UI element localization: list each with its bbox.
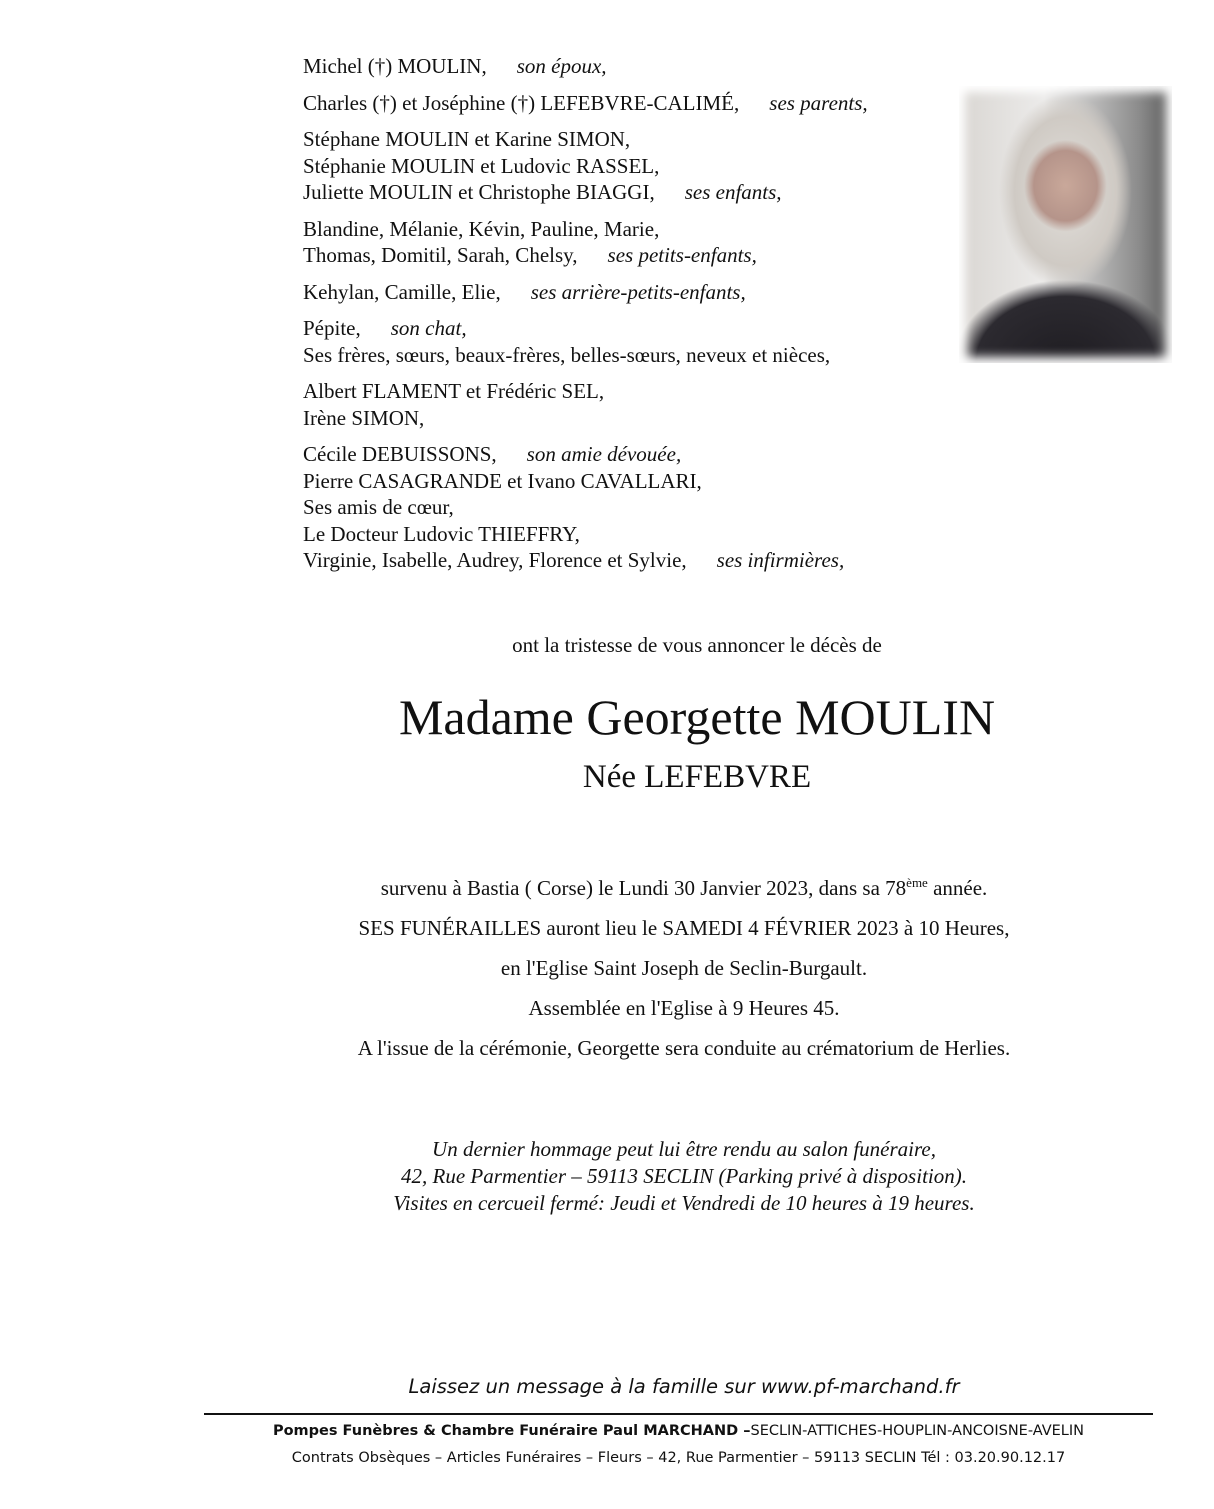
family-line: Pépite, son chat,: [303, 316, 467, 340]
ceremony-note: A l'issue de la cérémonie, Georgette sera conduite au crématorium de Herlies.: [357, 1036, 1011, 1060]
family-line: Le Docteur Ludovic THIEFFRY,: [303, 521, 580, 546]
family-line: Juliette MOULIN et Christophe BIAGGI, ses enfants,: [303, 180, 782, 204]
family-line: Ses amis de cœur,: [303, 495, 454, 519]
tribute-line: Visites en cercueil fermé: Jeudi et Vendredi de 10 heures à 19 heures.: [393, 1191, 975, 1215]
family-line: Albert FLAMENT et Frédéric SEL,: [303, 379, 605, 403]
family-line: Charles (†) et Joséphine (†) LEFEBVRE-CALIMÉ, ses parents,: [303, 90, 868, 115]
family-line: Michel (†) MOULIN, son époux,: [303, 54, 607, 78]
funeral-date: SES FUNÉRAILLES auront lieu le SAMEDI 4 FÉVRIER 2023 à 10 Heures,: [358, 916, 1010, 940]
family-line: Thomas, Domitil, Sarah, Chelsy, ses petits-enfants,: [303, 243, 757, 267]
family-line: Ses frères, sœurs, beaux-frères, belles-sœurs, neveux et nièces,: [303, 342, 831, 367]
relation-label: ses petits-enfants,: [607, 243, 757, 267]
death-notice: survenu à Bastia ( Corse) le Lundi 30 Janvier 2023, dans sa 78ème année.: [380, 875, 988, 900]
relation-label: ses infirmières,: [716, 548, 845, 572]
family-group-pet-siblings: [303, 315, 943, 368]
portrait-photo: [959, 86, 1172, 363]
family-line: Virginie, Isabelle, Audrey, Florence et Sylvie, ses infirmières,: [303, 548, 845, 572]
relation-label: son chat,: [390, 316, 467, 340]
family-line: Irène SIMON,: [303, 405, 425, 430]
relation-label: ses parents,: [769, 90, 868, 115]
relation-label: ses enfants,: [684, 180, 782, 204]
family-line: Kehylan, Camille, Elie, ses arrière-petits-enfants,: [303, 279, 746, 304]
family-group-parents: [303, 90, 943, 117]
family-group-children: [303, 126, 943, 206]
family-line: Pierre CASAGRANDE et Ivano CAVALLARI,: [303, 468, 702, 493]
funeral-details: [0, 868, 1214, 1068]
family-group-friends: [303, 441, 943, 574]
relation-label: son amie dévouée,: [526, 442, 682, 466]
family-line: Stéphane MOULIN et Karine SIMON,: [303, 127, 631, 151]
family-group-spouse: [303, 53, 943, 80]
footer-contact: Contrats Obsèques – Articles Funéraires – Fleurs – 42, Rue Parmentier – 59113 SECLIN Tél : 03.20.90.12.17: [291, 1450, 1066, 1466]
family-line: Stéphanie MOULIN et Ludovic RASSEL,: [303, 153, 660, 178]
tribute-info: [0, 1136, 1214, 1217]
family-group-relatives: [303, 378, 943, 431]
family-line: Cécile DEBUISSONS, son amie dévouée,: [303, 442, 682, 466]
footer-company: Pompes Funèbres & Chambre Funéraire Paul MARCHAND –SECLIN-ATTICHES-HOUPLIN-ANCOISNE-AVELIN: [272, 1423, 1085, 1439]
message-link[interactable]: Laissez un message à la famille sur www.pf-marchand.fr: [408, 1375, 960, 1398]
family-list: [303, 53, 943, 584]
assembly-time: Assemblée en l'Eglise à 9 Heures 45.: [528, 996, 840, 1020]
family-group-grandchildren: [303, 216, 943, 269]
family-line: Blandine, Mélanie, Kévin, Pauline, Marie,: [303, 216, 660, 241]
maiden-name: Née LEFEBVRE: [582, 759, 812, 795]
tribute-line: 42, Rue Parmentier – 59113 SECLIN (Parking privé à disposition).: [401, 1164, 967, 1188]
footer-divider: [204, 1413, 1153, 1415]
deceased-name: Madame Georgette MOULIN: [398, 689, 996, 745]
church-location: en l'Eglise Saint Joseph de Seclin-Burgault.: [500, 956, 868, 980]
announcement-text: ont la tristesse de vous annoncer le décès de: [512, 633, 882, 657]
tribute-line: Un dernier hommage peut lui être rendu au salon funéraire,: [432, 1137, 936, 1161]
relation-label: son époux,: [516, 54, 607, 78]
relation-label: ses arrière-petits-enfants,: [530, 279, 746, 304]
family-group-great-grandchildren: [303, 279, 943, 306]
